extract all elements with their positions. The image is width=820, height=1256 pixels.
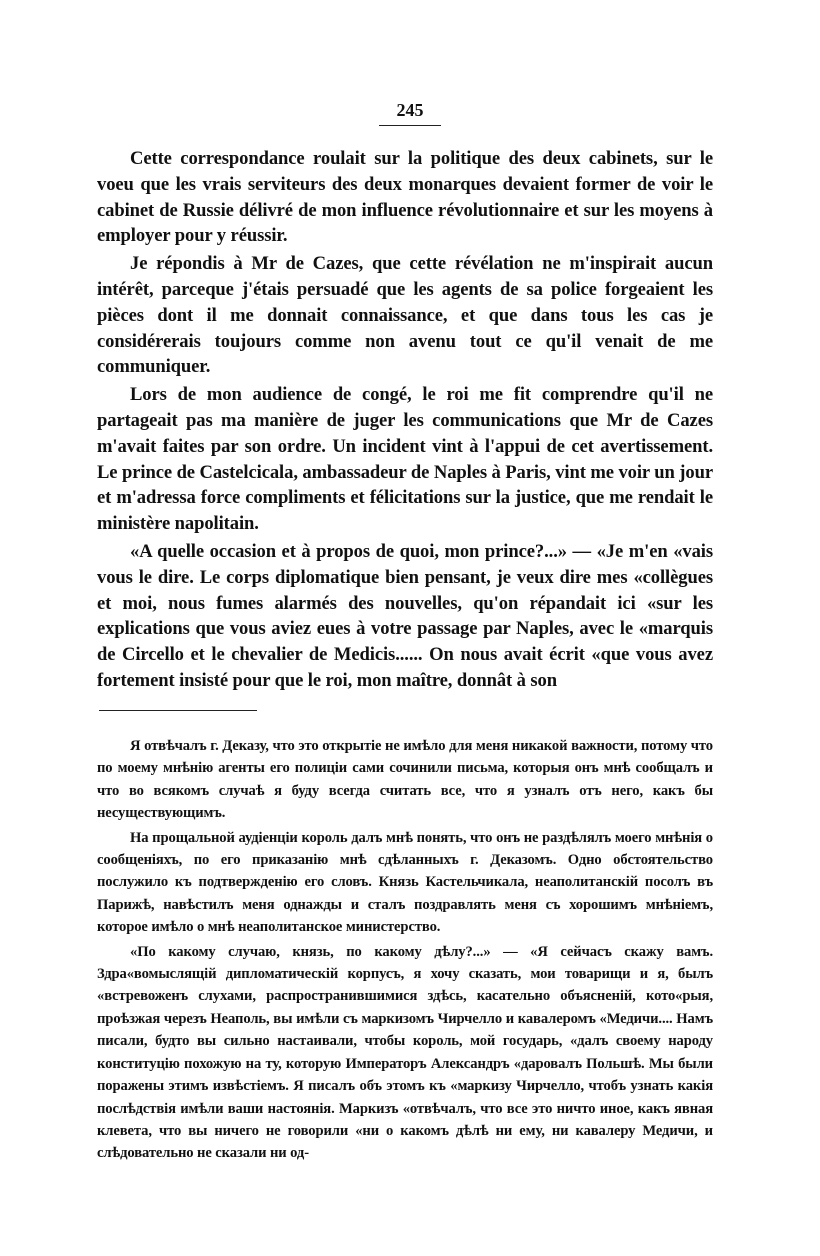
main-paragraph: Je répondis à Mr de Cazes, que cette révélation ne m'inspirait aucun intérêt, parceque j'étais persuadé que les agents de sa police forgeaient les pièces dont il me donnait connaissance, et que dans tous les cas je considérerais toujours comme non avenu tout ce qu'il venait de me communiquer.: [97, 253, 713, 378]
main-paragraph: «A quelle occasion et à propos de quoi, mon prince?...» — «Je m'en «vais vous le dire. Le corps diplomatique bien pensant, je veux dire mes «collègues et moi, nous fumes alarmés des nouvelles, qu'on répandait ici «sur les explications que vous aviez eues à votre passage par Naples, avec le «marquis de Circello et le chevalier de Medicis...... On nous avait écrit «que vous avez fortement insisté pour que le roi, mon maître, donnât à son: [97, 540, 713, 691]
page-number-underline: [379, 125, 441, 126]
footnote-paragraph: «По какому случаю, князь, по какому дѣлу?...» — «Я сейчасъ скажу вамъ. Здра«вомыслящій дипломатическій корпусъ, я хочу сказать, мои товарищи и я, былъ «встревоженъ слухами, распространившимися здѣсь, касательно объясненій, кото«рыя, проѣзжая черезъ Неаполь, вы имѣли съ маркизомъ Чирчелло и кавалеромъ «Медичи.... Намъ писали, будто вы сильно настаивали, чтобы король, мой государь, «далъ своему народу конституцію похожую на ту, которую Императоръ Александръ «даровалъ Польшѣ. Мы были поражены этимъ извѣстіемъ. Я писалъ объ этомъ къ «маркизу Чирчелло, чтобъ узнать какія послѣдствія имѣли ваши настоянія. Маркизъ «отвѣчалъ, что все это ничто иное, какъ явная клевета, что вы ничего не говорили «ни о какомъ дѣлѣ ни ему, ни кавалеру Медичи, и слѣдовательно не сказали ни од-: [97, 943, 713, 1162]
page-number: [0, 100, 820, 126]
footnote-separator: [99, 710, 257, 711]
page-number-text: 245: [396, 100, 424, 120]
main-paragraph: Cette correspondance roulait sur la politique des deux cabinets, sur le voeu que les vrais serviteurs des deux monarques devaient former de voir le cabinet de Russie délivré de mon influence révolutionnaire et sur les moyens à employer pour y réussir.: [97, 148, 713, 247]
footnote-paragraph: На прощальной аудіенціи король далъ мнѣ понять, что онъ не раздѣлялъ моего мнѣнія о сообщеніяхъ, по его приказанію мнѣ сдѣланныхъ г. Деказомъ. Одно обстоятельство послужило къ подтвержденію его словъ. Князь Кастельчикала, неаполитанскій посолъ въ Парижѣ, навѣстилъ меня однажды и сталъ поздравлять меня съ хорошимъ мнѣніемъ, которое имѣло о мнѣ неаполитанское министерство.: [97, 829, 713, 936]
footnote-text: [97, 735, 713, 1165]
main-paragraph: Lors de mon audience de congé, le roi me fit comprendre qu'il ne partageait pas ma manière de juger les communications que Mr de Cazes m'avait faites par son ordre. Un incident vint à l'appui de cet avertissement. Le prince de Castelcicala, ambassadeur de Naples à Paris, vint me voir un jour et m'adressa force compliments et félicitations sur la justice, que me rendait le ministère napolitain.: [97, 384, 713, 535]
footnote-paragraph: Я отвѣчалъ г. Деказу, что это открытіе не имѣло для меня никакой важности, потому что по моему мнѣнію агенты его полиціи сами сочинили письма, которыя онъ мнѣ сообщалъ и что во всякомъ случаѣ я буду всегда считать все, что я узналъ отъ него, какъ бы несуществующимъ.: [97, 738, 713, 822]
main-text: [97, 146, 713, 694]
